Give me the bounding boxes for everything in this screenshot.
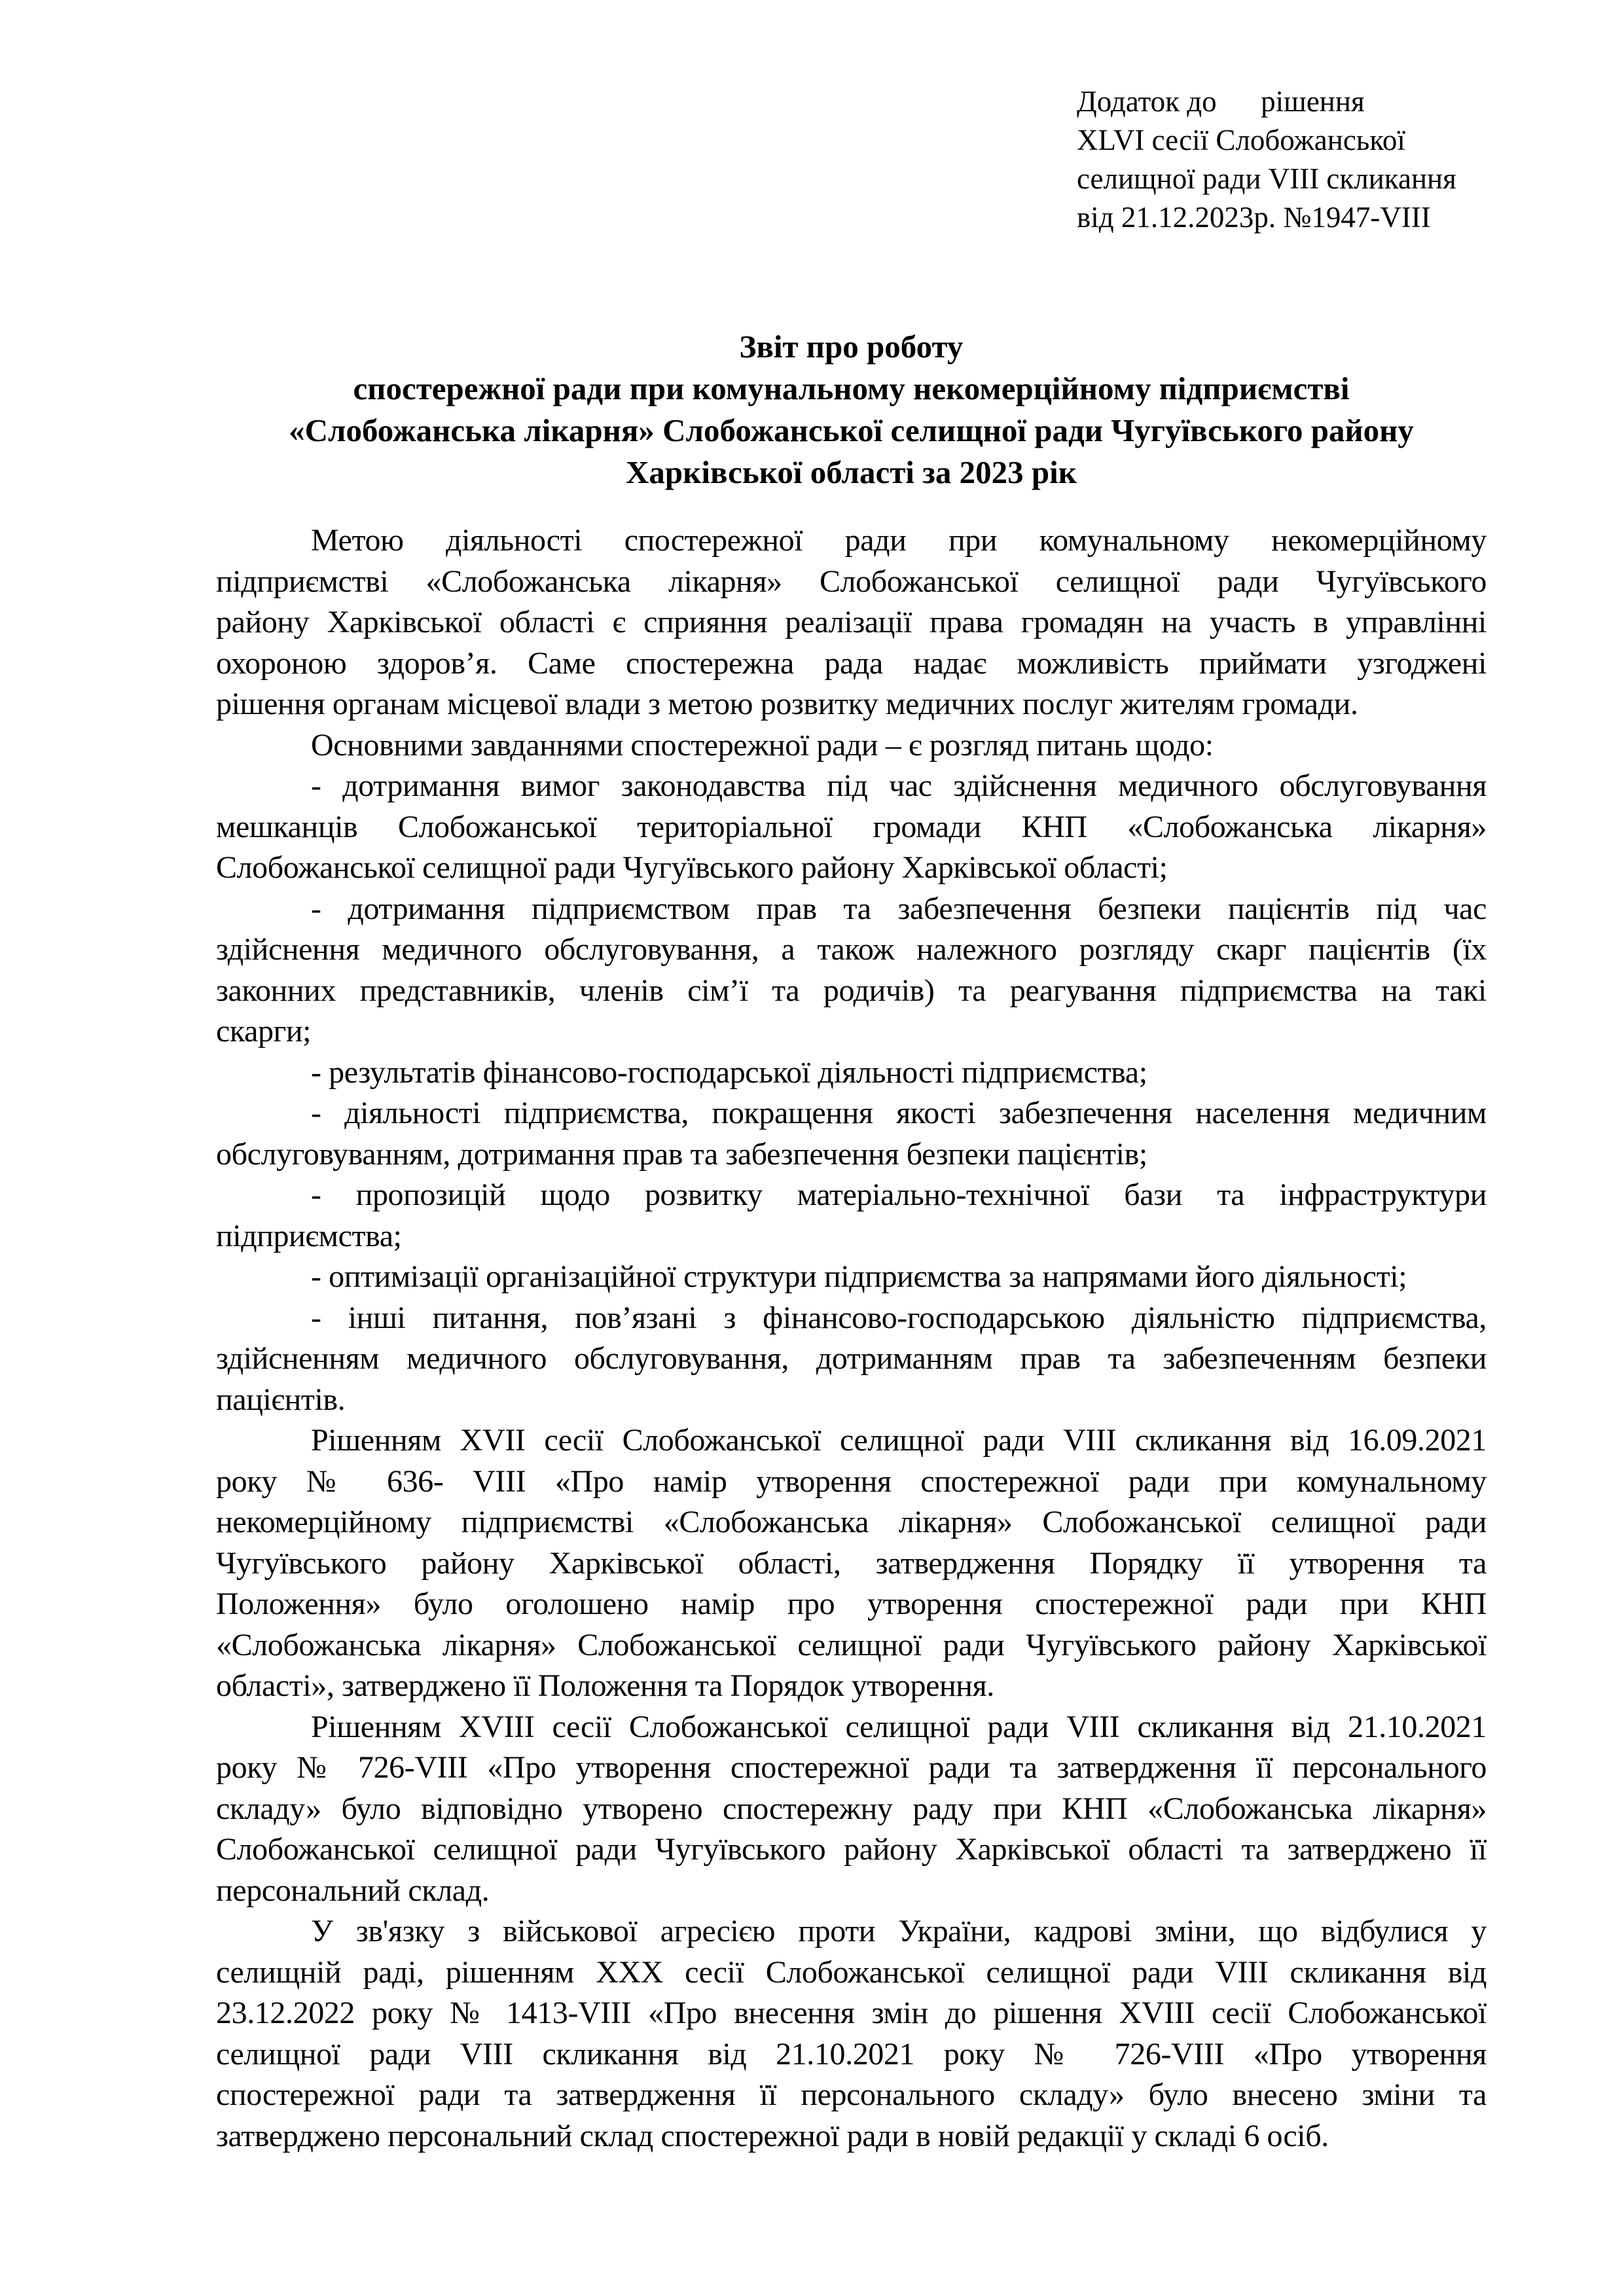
body-line: здійснення медичного обслуговування, а також належного розгляду скарг пацієнтів (їх	[216, 932, 1487, 967]
body-line: охороною здоров’я. Саме спостережна рада надає можливість приймати узгоджені	[216, 645, 1487, 681]
body-line: законних представників, членів сім’ї та родичів) та реагування підприємства на такі	[216, 973, 1487, 1008]
body-line: селищній раді, рішенням XXX сесії Слобожанської селищної ради VIII скликання від	[216, 1954, 1487, 1990]
body-line: - інші питання, пов’язані з фінансово-господарською діяльністю підприємства,	[311, 1300, 1487, 1335]
body-line: року № 636- VIII «Про намір утворення спостережної ради при комунальному	[216, 1463, 1487, 1499]
body-line: Положення» було оголошено намір про утворення спостережної ради при КНП	[216, 1587, 1487, 1621]
body-line: - оптимізації організаційної структури підприємства за напрямами його діяльності;	[311, 1259, 1407, 1294]
title-line: «Слобожанська лікарня» Слобожанської селищної ради Чугуївського району	[289, 412, 1414, 448]
body-line: - дотримання підприємством прав та забезпечення безпеки пацієнтів під час	[311, 891, 1487, 926]
body-line: скарги;	[216, 1014, 312, 1049]
paragraph	[216, 1298, 1487, 1421]
title-line: Харківської області за 2023 рік	[626, 454, 1077, 490]
paragraph	[216, 1052, 1487, 1094]
body-line: некомерційному підприємстві «Слобожанська лікарня» Слобожанської селищної ради	[216, 1505, 1487, 1539]
title-line: спостережної ради при комунальному некомерційному підприємстві	[353, 370, 1350, 406]
body-line: - результатів фінансово-господарської діяльності підприємства;	[311, 1054, 1147, 1090]
body-line: - пропозицій щодо розвитку матеріально-технічної бази та інфраструктури	[311, 1177, 1487, 1212]
body-line: спостережної ради та затвердження її персонального складу» було внесено зміни та	[216, 2077, 1487, 2112]
body-line: рішення органам місцевої влади з метою розвитку медичних послуг жителям громади.	[216, 687, 1358, 721]
header-line: селищної ради VIII скликання	[1077, 162, 1456, 195]
paragraph	[216, 889, 1487, 1052]
body-line: складу» було відповідно утворено спостережну раду при КНП «Слобожанська лікарня»	[216, 1791, 1487, 1826]
body-line: мешканців Слобожанської територіальної громади КНП «Слобожанська лікарня»	[216, 809, 1487, 844]
body-line: Слобожанської селищної ради Чугуївського району Харківської області та затверджено її	[216, 1832, 1487, 1867]
header-line: від 21.12.2023р. №1947-VIII	[1077, 201, 1431, 234]
paragraph	[216, 1093, 1487, 1175]
body-line: «Слобожанська лікарня» Слобожанської селищної ради Чугуївського району Харківської	[216, 1627, 1487, 1662]
body-line: Слобожанської селищної ради Чугуївського району Харківської області;	[216, 850, 1168, 885]
title-line: Звіт про роботу	[739, 329, 964, 365]
paragraph	[216, 1420, 1487, 1707]
body-line: району Харківської області є сприяння реалізації права громадян на участь в управлінні	[216, 605, 1487, 639]
header-line: Додаток до рішення	[1077, 85, 1365, 118]
body-line: Метою діяльності спостережної ради при комунальному некомерційному	[311, 523, 1487, 558]
body-line: здійсненням медичного обслуговування, дотриманням прав та забезпеченням безпеки	[216, 1341, 1487, 1376]
body-line: підприємстві «Слобожанська лікарня» Слобожанської селищної ради Чугуївського	[216, 564, 1487, 599]
body-line: Рішенням XVIII сесії Слобожанської селищної ради VIII скликання від 21.10.2021	[311, 1709, 1487, 1744]
body-line: Рішенням XVII сесії Слобожанської селищної ради VIII скликання від 16.09.2021	[311, 1423, 1487, 1458]
body-line: року № 726-VIII «Про утворення спостережної ради та затвердження її персонального	[216, 1750, 1487, 1785]
paragraph	[216, 725, 1487, 766]
body-line: пацієнтів.	[216, 1382, 346, 1417]
body-line: Чугуївського району Харківської області, затвердження Порядку її утворення та	[216, 1545, 1487, 1581]
body-line: області», затверджено її Положення та Порядок утворення.	[216, 1668, 994, 1703]
header-line: XLVI сесії Слобожанської	[1077, 124, 1405, 156]
body-line: Основними завданнями спостережної ради – є розгляд питань щодо:	[311, 727, 1214, 762]
header-block	[1077, 82, 1456, 237]
paragraph	[216, 520, 1487, 725]
body-line: - діяльності підприємства, покращення якості забезпечення населення медичним	[311, 1096, 1487, 1130]
body-line: - дотримання вимог законодавства під час здійснення медичного обслуговування	[311, 768, 1487, 803]
body-line: персональний склад.	[216, 1873, 490, 1908]
body-line: 23.12.2022 року № 1413-VIII «Про внесення змін до рішення XVIII сесії Слобожанської	[216, 1996, 1487, 2030]
document-title	[216, 326, 1487, 493]
body-line: У зв'язку з військової агресією проти України, кадрові зміни, що відбулися у	[311, 1914, 1487, 1948]
paragraph	[216, 766, 1487, 889]
body-line: селищної ради VIII скликання від 21.10.2021 року № 726-VIII «Про утворення	[216, 2036, 1487, 2072]
body-line: обслуговуванням, дотримання прав та забезпечення безпеки пацієнтів;	[216, 1136, 1147, 1172]
body-line: підприємства;	[216, 1218, 402, 1253]
paragraph	[216, 1707, 1487, 1912]
document-body	[216, 520, 1487, 2157]
paragraph	[216, 1911, 1487, 2157]
paragraph	[216, 1257, 1487, 1298]
body-line: затверджено персональний склад спостережної ради в новій редакції у складі 6 осіб.	[216, 2118, 1329, 2153]
paragraph	[216, 1175, 1487, 1257]
